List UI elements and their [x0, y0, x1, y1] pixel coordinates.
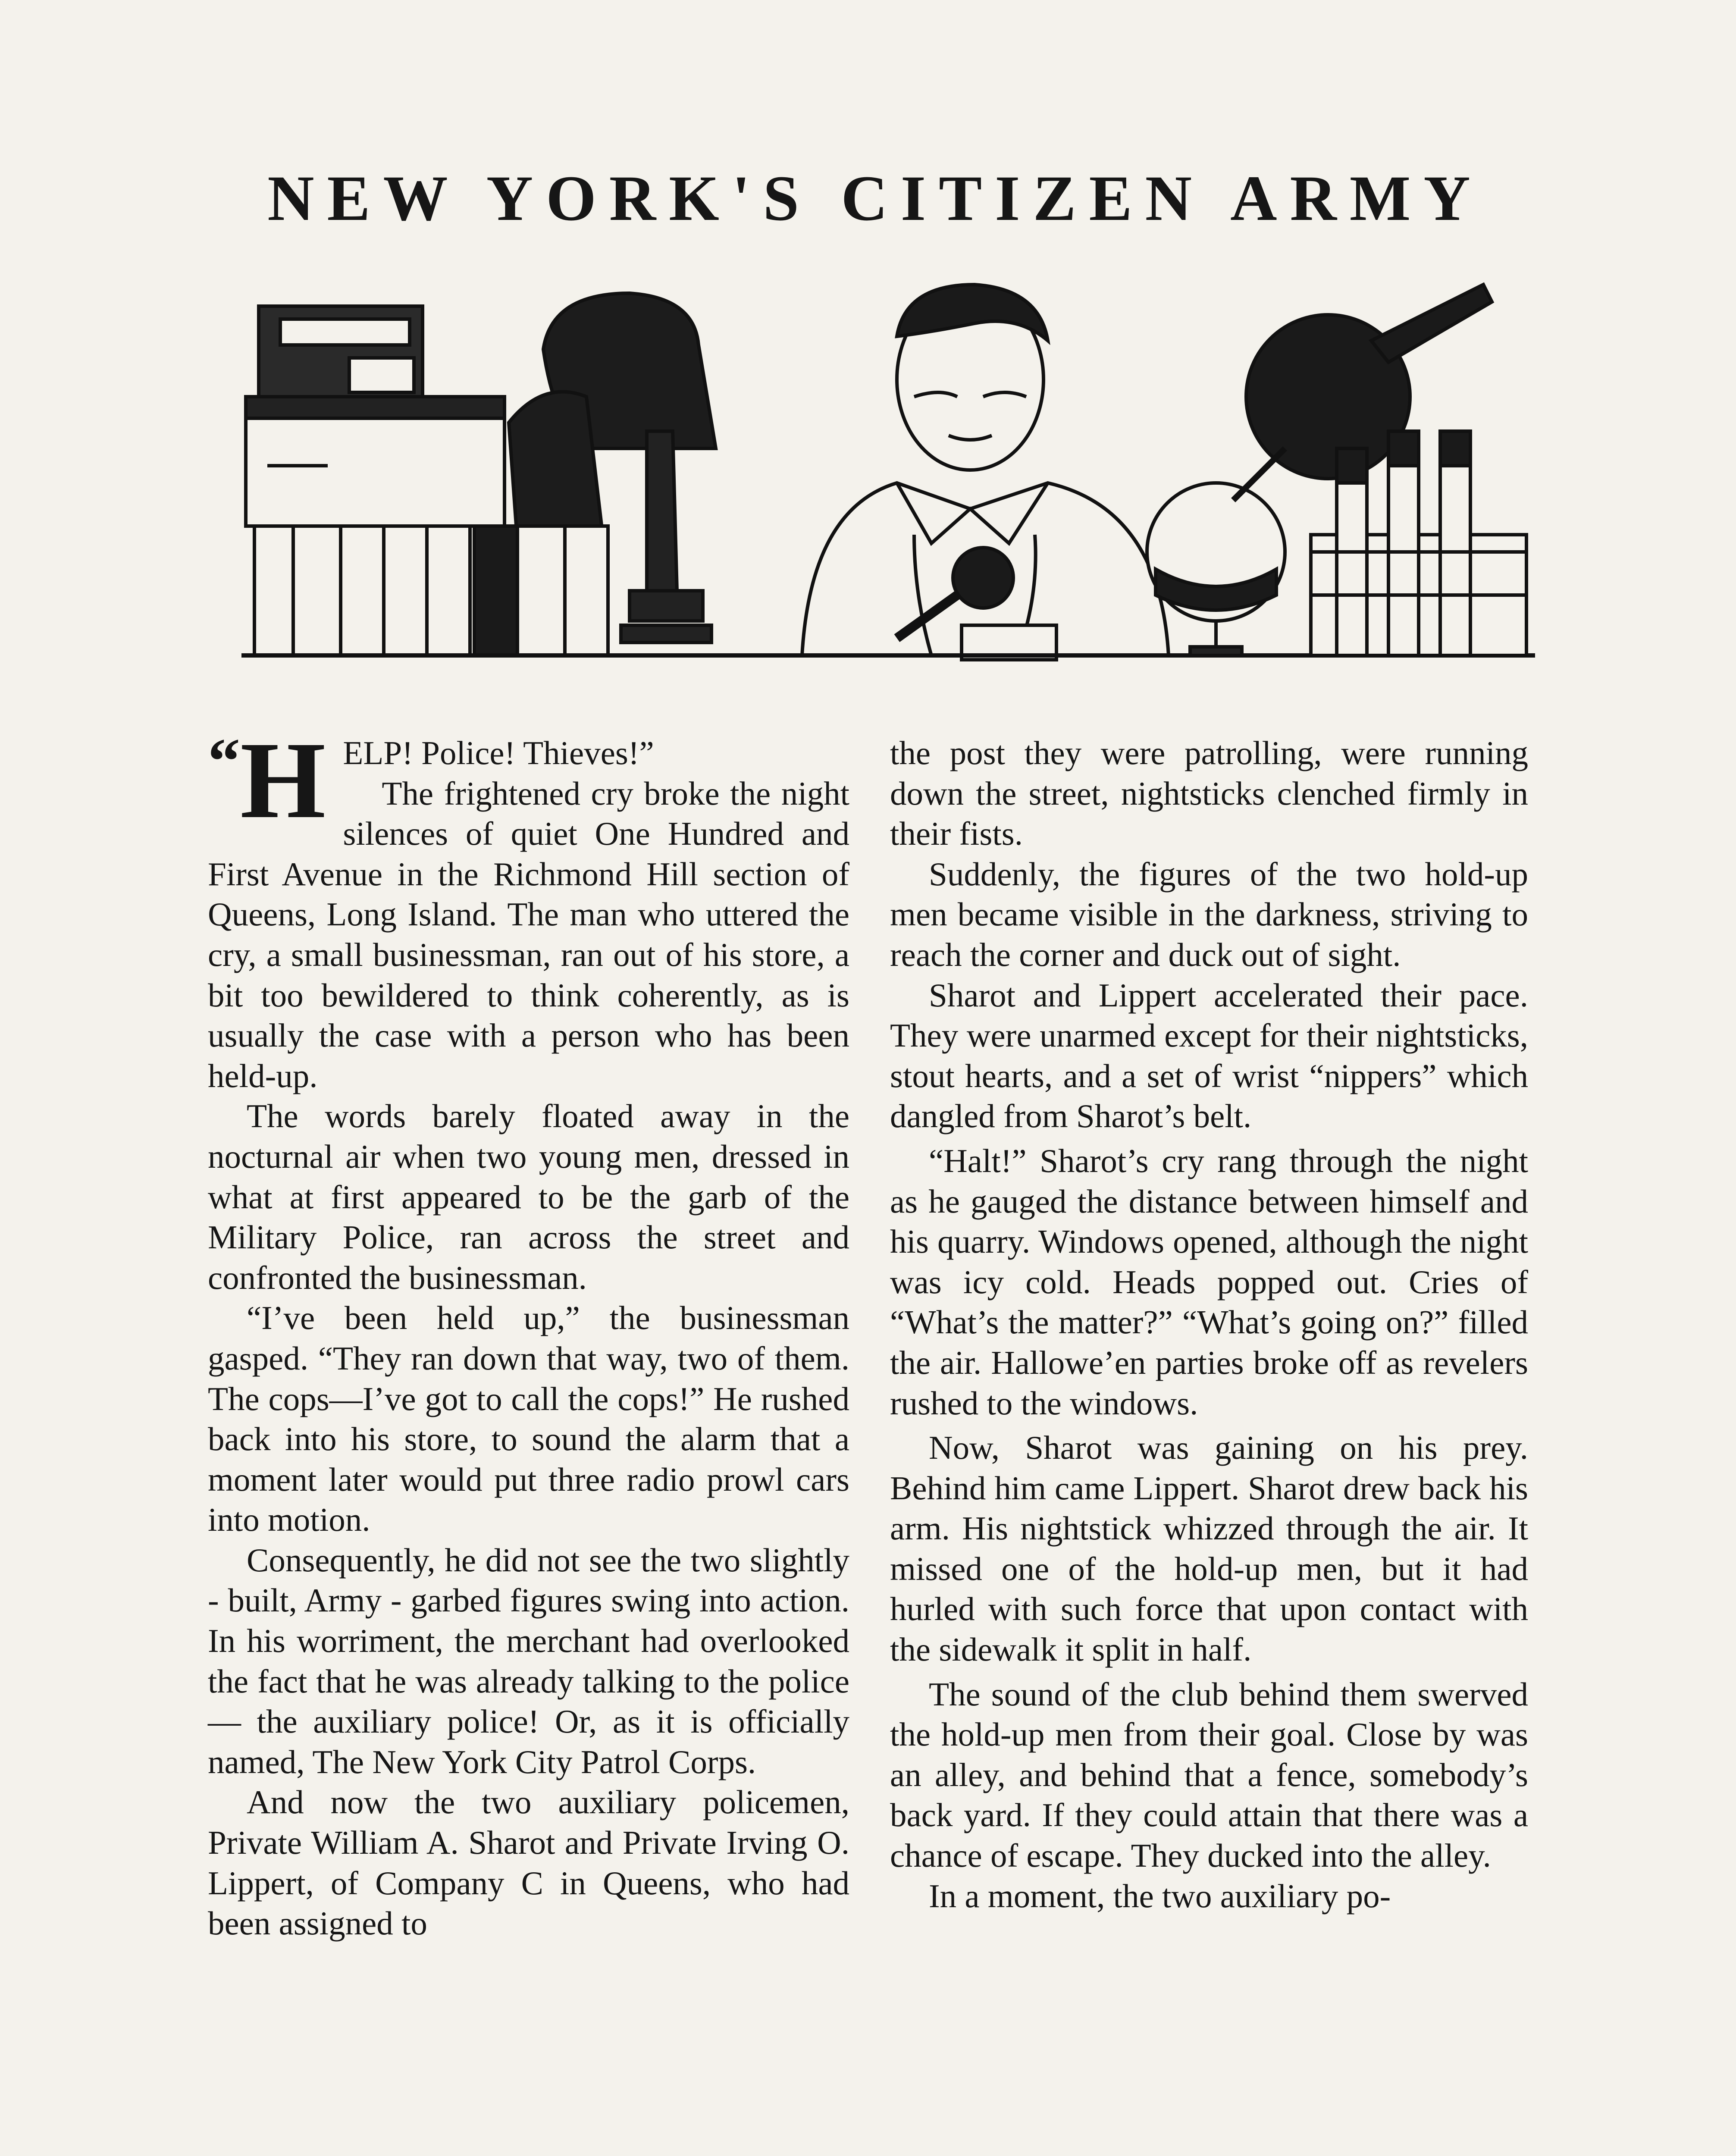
- paragraph: “Halt!” Sharot’s cry rang through the night as he gauged the distance between himself and his quarry. Windows opened, although the night was icy cold. Heads popped out. Cries of “What’s the matter?” “What’s going on?” filled the air. Hallowe’en parties broke off as revelers rushed to the windows.: [890, 1142, 1528, 1422]
- paragraph: The sound of the club behind them swerved the hold-up men from their goal. Close by was an alley, and behind that a fence, somebody’s back yard. If they could attain that there was a chance of escape. They ducked into the alley.: [890, 1675, 1528, 1874]
- paragraph: The frightened cry broke the night silences of quiet One Hundred and First Avenue in the Richmond Hill section of Queens, Long Island. The man who uttered the cry, a small businessman, ran out of his store, a bit too bewildered to think coherently, as is usually the case with a person who has been held-up.: [208, 774, 849, 1094]
- opening-quote-mark: “: [208, 725, 240, 797]
- paragraph: “I’ve been held up,” the businessman gasped. “They ran down that way, two of them. The cops—I’ve got to call the cops!” He rushed back into his store, to sound the alarm that a moment later would put three radio prowl cars into motion.: [208, 1299, 849, 1539]
- paragraph: Consequently, he did not see the two slightly - built, Army - garbed figures swing into action. In his worriment, the merchant had overlooked the fact that he was already talking to the police— the auxiliary police! Or, as it is officially named, The New York City Patrol Corps.: [208, 1541, 849, 1780]
- paragraph: And now the two auxiliary policemen, Private William A. Sharot and Private Irving O. Lippert, of Company C in Queens, who had been assigned to: [208, 1783, 849, 1942]
- paragraph: In a moment, the two auxiliary po-: [929, 1877, 1391, 1915]
- scientist-at-lab-bench-illustration: [241, 267, 1535, 673]
- paragraph: Sharot and Lippert accelerated their pace. They were unarmed except for their nightsticks, stout hearts, and a set of wrist “nippers” which dangled from Sharot’s belt.: [890, 976, 1528, 1135]
- opening-paragraph: [208, 720, 849, 1096]
- paragraph: Now, Sharot was gaining on his prey. Behind him came Lippert. Sharot drew back his arm. His nightstick whizzed through the air. It missed one of the hold-up men, but it had hurled with such force that upon contact with the sidewalk it split in half.: [890, 1429, 1528, 1668]
- article-left-column: [208, 720, 849, 1944]
- article-right-column: [890, 733, 1528, 1916]
- paragraph: the post they were patrolling, were running down the street, nightsticks clenched firmly in their fists.: [890, 734, 1528, 852]
- paragraph: Suddenly, the figures of the two hold-up men became visible in the darkness, striving to reach the corner and duck out of sight.: [890, 855, 1528, 973]
- drop-cap-letter: H: [240, 720, 326, 841]
- opening-exclamation: ELP! Police! Thieves!”: [343, 734, 654, 771]
- article-title: NEW YORK'S CITIZEN ARMY: [267, 163, 1483, 234]
- paragraph: The words barely floated away in the nocturnal air when two young men, dressed in what at first appeared to be the garb of the Military Police, ran across the street and confronted the businessman.: [208, 1097, 849, 1296]
